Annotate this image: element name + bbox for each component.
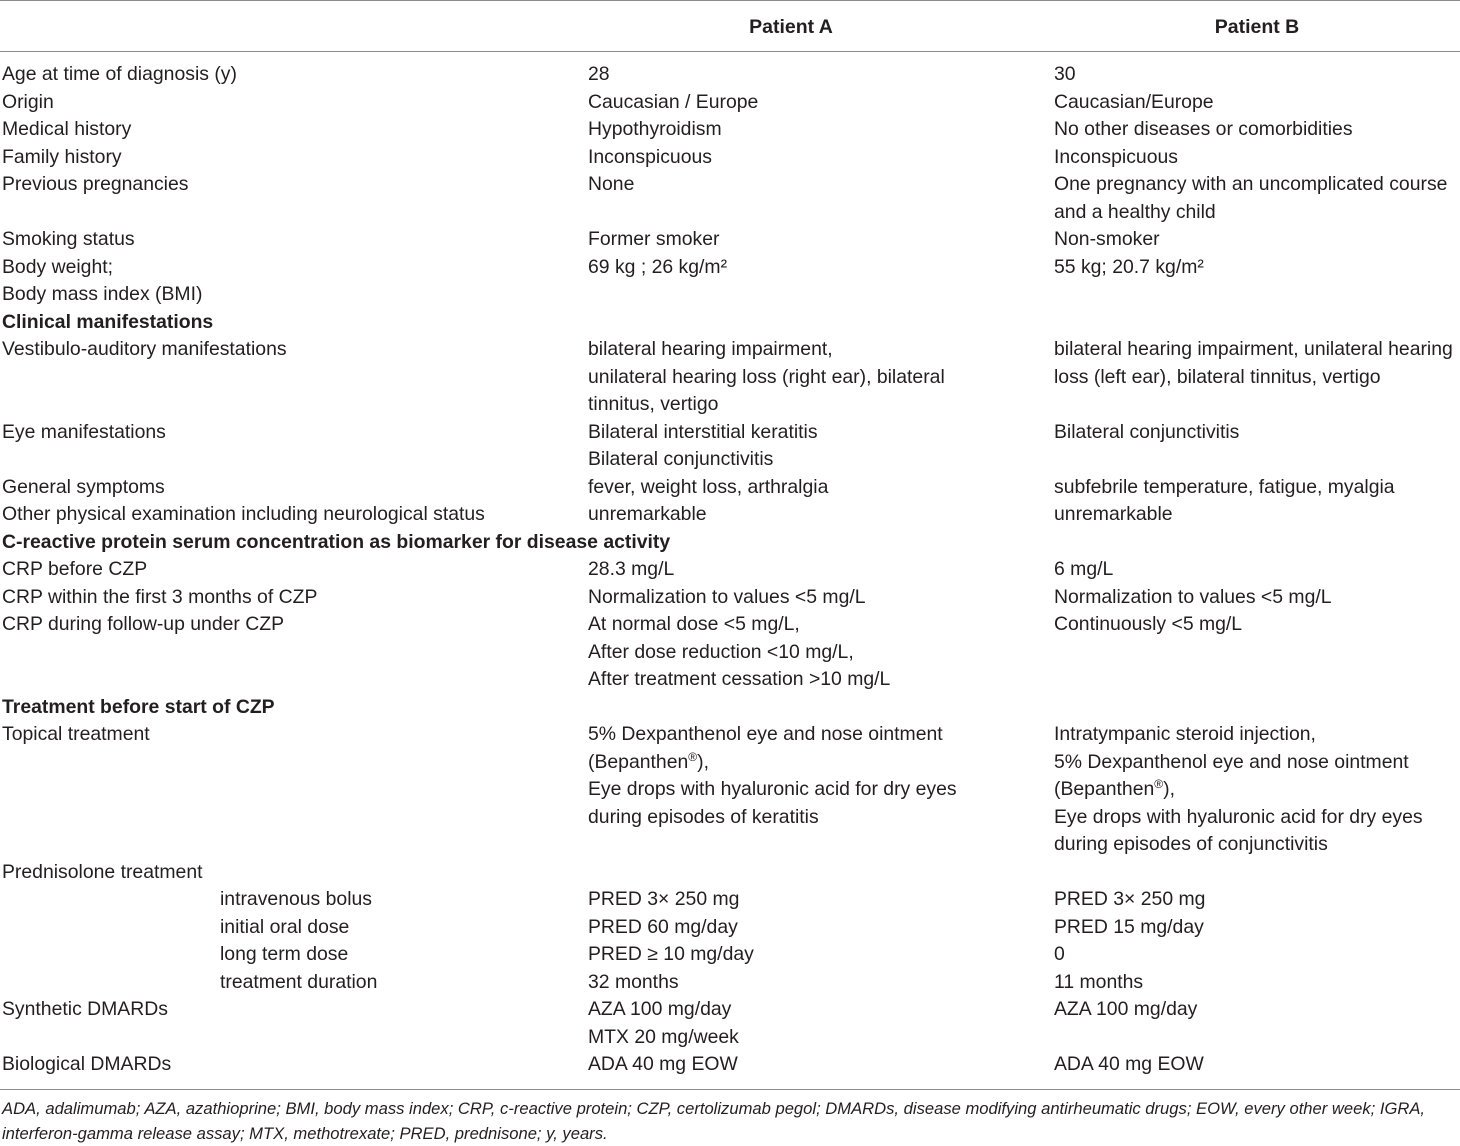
cell-line: 28 xyxy=(588,63,610,85)
table-body xyxy=(0,61,1460,1079)
cell-line: PRED 60 mg/day xyxy=(588,915,738,938)
cell-line: AZA 100 mg/day xyxy=(1054,998,1198,1020)
cell-line: bilateral hearing impairment, unilateral hearing xyxy=(1054,338,1453,360)
cell-line: (Bepanthen®), xyxy=(588,749,709,773)
cell-line: Bilateral conjunctivitis xyxy=(1054,420,1240,443)
row-label xyxy=(0,226,588,254)
patient-b-cell xyxy=(1054,419,1460,474)
section-row xyxy=(0,529,1460,557)
cell-line: 0 xyxy=(1054,943,1065,965)
registered-mark: ® xyxy=(1154,777,1164,791)
table-row xyxy=(0,144,1460,172)
cell-line: No other diseases or comorbidities xyxy=(1054,118,1353,140)
patient-a-cell xyxy=(588,501,1054,529)
patient-b-cell xyxy=(1054,89,1460,117)
cell-line: Normalization to values <5 mg/L xyxy=(1054,585,1332,608)
row-label xyxy=(0,721,588,859)
row-label xyxy=(0,89,588,117)
row-label-text: initial oral dose xyxy=(220,915,350,938)
cell-line: AZA 100 mg/day xyxy=(588,998,732,1020)
cell-line: loss (left ear), bilateral tinnitus, vertigo xyxy=(1054,365,1381,388)
column-header-patient-b: Patient B xyxy=(1214,16,1300,38)
table-row xyxy=(0,61,1460,89)
row-label xyxy=(0,1051,588,1079)
cell-line: subfebrile temperature, fatigue, myalgia xyxy=(1054,475,1395,498)
cell-line: bilateral hearing impairment, xyxy=(588,338,833,360)
cell-line: 30 xyxy=(1054,63,1076,85)
table-row xyxy=(0,886,1460,914)
patient-b-cell xyxy=(1054,914,1460,942)
row-label xyxy=(0,584,588,612)
patient-b-cell xyxy=(1054,226,1460,254)
cell-line: PRED 3× 250 mg xyxy=(1054,888,1206,910)
row-label-text: long term dose xyxy=(220,943,349,965)
table-row xyxy=(0,89,1460,117)
row-label xyxy=(0,969,588,997)
row-label-text: Body weight; xyxy=(2,255,114,278)
cell-line: PRED 15 mg/day xyxy=(1054,915,1204,938)
cell-line: during episodes of conjunctivitis xyxy=(1054,833,1328,855)
table-row xyxy=(0,611,1460,694)
row-label-text: CRP before CZP xyxy=(2,558,148,580)
cell-line: (Bepanthen®), xyxy=(1054,777,1175,800)
patient-a-cell xyxy=(588,859,1054,887)
row-label-text: CRP during follow-up under CZP xyxy=(2,613,285,635)
row-label-text: Biological DMARDs xyxy=(2,1053,172,1075)
row-label-text: Synthetic DMARDs xyxy=(2,998,168,1020)
section-heading: C-reactive protein serum concentration as biomarker for disease activity xyxy=(2,530,671,553)
row-label xyxy=(0,501,588,529)
patient-b-cell xyxy=(1054,886,1460,914)
patient-b-cell xyxy=(1054,336,1460,419)
section-row xyxy=(0,309,1460,337)
cell-line: Inconspicuous xyxy=(588,145,712,168)
row-label-text: Origin xyxy=(2,90,54,113)
section-row xyxy=(0,694,1460,722)
cell-line: ADA 40 mg EOW xyxy=(588,1053,738,1075)
cell-line: MTX 20 mg/week xyxy=(588,1025,739,1048)
table-row xyxy=(0,1051,1460,1079)
patient-b-cell xyxy=(1054,556,1460,584)
patient-a-cell xyxy=(588,996,1054,1051)
cell-line: PRED 3× 250 mg xyxy=(588,888,740,910)
row-label-text: Age at time of diagnosis (y) xyxy=(2,63,237,85)
registered-mark: ® xyxy=(688,749,698,764)
table-row xyxy=(0,996,1460,1051)
cell-line: Normalization to values <5 mg/L xyxy=(588,585,866,608)
patient-b-cell xyxy=(1054,171,1460,226)
cell-line: Intratympanic steroid injection, xyxy=(1054,723,1316,745)
cell-line: 28.3 mg/L xyxy=(588,558,675,580)
row-label xyxy=(0,996,588,1051)
patient-b-cell xyxy=(1054,1051,1460,1079)
patient-a-cell xyxy=(588,474,1054,502)
table-row xyxy=(0,859,1460,887)
cell-line: Non-smoker xyxy=(1054,228,1160,250)
row-label xyxy=(0,556,588,584)
row-label xyxy=(0,611,588,694)
cell-line: At normal dose <5 mg/L, xyxy=(588,613,800,635)
row-label xyxy=(0,859,588,887)
row-label-text: Topical treatment xyxy=(2,723,150,745)
row-label-text: Family history xyxy=(2,145,122,168)
cell-line: 5% Dexpanthenol eye and nose ointment xyxy=(588,723,943,745)
patient-b-cell xyxy=(1054,584,1460,612)
cell-line: 69 kg ; 26 kg/m² xyxy=(588,255,728,278)
row-label xyxy=(0,914,588,942)
cell-line: 5% Dexpanthenol eye and nose ointment xyxy=(1054,750,1409,773)
cell-line: PRED ≥ 10 mg/day xyxy=(588,943,754,965)
cell-line: unremarkable xyxy=(1054,503,1173,525)
patient-a-cell xyxy=(588,226,1054,254)
row-label-text: Prednisolone treatment xyxy=(2,860,203,883)
row-label xyxy=(0,941,588,969)
table-row xyxy=(0,556,1460,584)
cell-line: One pregnancy with an uncomplicated course xyxy=(1054,173,1448,195)
table-row xyxy=(0,254,1460,309)
row-label-text: Other physical examination including neurological status xyxy=(2,503,485,525)
cell-line: After dose reduction <10 mg/L, xyxy=(588,640,854,663)
cell-line: unilateral hearing loss (right ear), bilateral xyxy=(588,365,945,388)
patient-b-cell xyxy=(1054,144,1460,172)
row-label-text: Medical history xyxy=(2,118,132,140)
patient-a-cell xyxy=(588,61,1054,89)
row-label-text: Eye manifestations xyxy=(2,420,166,443)
patient-a-cell xyxy=(588,1051,1054,1079)
top-rule xyxy=(0,0,1460,1)
cell-line: Former smoker xyxy=(588,228,720,250)
patient-a-cell xyxy=(588,89,1054,117)
patient-a-cell xyxy=(588,721,1054,859)
table-row xyxy=(0,721,1460,859)
cell-line: during episodes of keratitis xyxy=(588,805,819,828)
table-row xyxy=(0,226,1460,254)
patient-a-cell xyxy=(588,914,1054,942)
row-label xyxy=(0,144,588,172)
patient-a-cell xyxy=(588,116,1054,144)
table-row xyxy=(0,419,1460,474)
cell-line: None xyxy=(588,173,635,195)
table-row xyxy=(0,474,1460,502)
row-label xyxy=(0,474,588,502)
table-row xyxy=(0,969,1460,997)
patient-a-cell xyxy=(588,886,1054,914)
patient-b-cell xyxy=(1054,721,1460,859)
patient-b-cell xyxy=(1054,474,1460,502)
row-label xyxy=(0,254,588,309)
table-row xyxy=(0,914,1460,942)
section-heading: Clinical manifestations xyxy=(2,310,214,333)
row-label-text: Body mass index (BMI) xyxy=(2,283,203,305)
row-label xyxy=(0,171,588,226)
cell-line: After treatment cessation >10 mg/L xyxy=(588,668,891,690)
row-label-text: General symptoms xyxy=(2,475,165,498)
patient-a-cell xyxy=(588,556,1054,584)
cell-line: and a healthy child xyxy=(1054,200,1216,223)
column-header-patient-a: Patient A xyxy=(749,16,833,38)
cell-line: ADA 40 mg EOW xyxy=(1054,1053,1204,1075)
cell-line: Hypothyroidism xyxy=(588,118,722,140)
cell-line: 32 months xyxy=(588,970,679,993)
patient-a-cell xyxy=(588,336,1054,419)
row-label xyxy=(0,419,588,474)
cell-line: tinnitus, vertigo xyxy=(588,393,719,415)
cell-line: Inconspicuous xyxy=(1054,145,1178,168)
patient-b-cell xyxy=(1054,61,1460,89)
cell-line: Eye drops with hyaluronic acid for dry eyes xyxy=(1054,805,1423,828)
table-row xyxy=(0,941,1460,969)
patient-b-cell xyxy=(1054,116,1460,144)
row-label xyxy=(0,61,588,89)
cell-line: Continuously <5 mg/L xyxy=(1054,613,1243,635)
table-footnote: ADA, adalimumab; AZA, azathioprine; BMI, body mass index; CRP, c-reactive protein; CZP, certolizumab pegol; DMARDs, disease modifying antirheumatic drugs; EOW, every other week; IGRA, interferon-gamma release assay; MTX, methotrexate; PRED, prednisone; y, years. xyxy=(2,1099,1426,1143)
bottom-rule xyxy=(0,1089,1460,1090)
table-row xyxy=(0,171,1460,226)
cell-line: Bilateral interstitial keratitis xyxy=(588,420,818,443)
row-label-text: treatment duration xyxy=(220,970,378,993)
patient-comparison-table xyxy=(0,61,1460,1079)
cell-line: Eye drops with hyaluronic acid for dry eyes xyxy=(588,778,957,800)
row-label-text: CRP within the first 3 months of CZP xyxy=(2,585,318,608)
cell-line: fever, weight loss, arthralgia xyxy=(588,475,829,498)
row-label xyxy=(0,116,588,144)
patient-b-cell xyxy=(1054,501,1460,529)
patient-b-cell xyxy=(1054,996,1460,1051)
table-row xyxy=(0,584,1460,612)
header-rule xyxy=(0,51,1460,52)
patient-a-cell xyxy=(588,611,1054,694)
cell-line: unremarkable xyxy=(588,503,707,525)
row-label xyxy=(0,886,588,914)
patient-a-cell xyxy=(588,144,1054,172)
patient-b-cell xyxy=(1054,941,1460,969)
cell-line: Bilateral conjunctivitis xyxy=(588,448,774,470)
cell-line: Caucasian/Europe xyxy=(1054,90,1214,113)
section-heading: Treatment before start of CZP xyxy=(2,695,275,718)
patient-a-cell xyxy=(588,171,1054,226)
patient-a-cell xyxy=(588,941,1054,969)
patient-b-cell xyxy=(1054,969,1460,997)
cell-line: Caucasian / Europe xyxy=(588,90,759,113)
table-row xyxy=(0,501,1460,529)
row-label-text: intravenous bolus xyxy=(220,888,372,910)
cell-line: 6 mg/L xyxy=(1054,558,1114,580)
row-label-text: Smoking status xyxy=(2,228,135,250)
patient-b-cell xyxy=(1054,859,1460,887)
cell-line: 55 kg; 20.7 kg/m² xyxy=(1054,255,1204,278)
table-row xyxy=(0,336,1460,419)
row-label-text: Previous pregnancies xyxy=(2,173,189,195)
patient-b-cell xyxy=(1054,254,1460,309)
patient-a-cell xyxy=(588,254,1054,309)
patient-b-cell xyxy=(1054,611,1460,694)
patient-a-cell xyxy=(588,584,1054,612)
row-label-text: Vestibulo-auditory manifestations xyxy=(2,338,287,360)
row-label xyxy=(0,336,588,419)
table-row xyxy=(0,116,1460,144)
patient-a-cell xyxy=(588,969,1054,997)
cell-line: 11 months xyxy=(1054,970,1144,993)
patient-a-cell xyxy=(588,419,1054,474)
